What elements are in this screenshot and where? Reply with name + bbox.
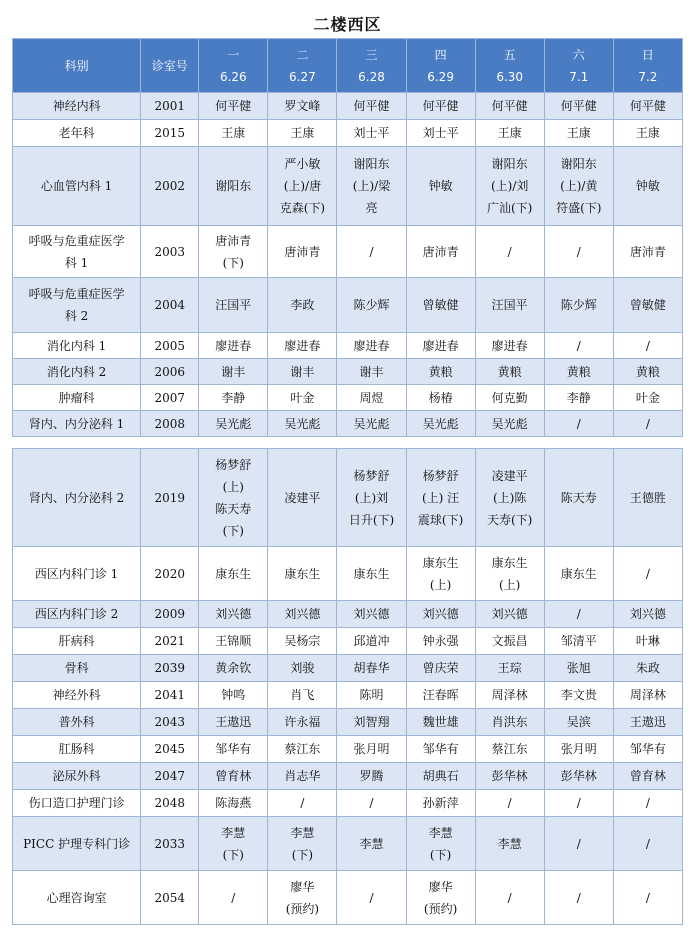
doctor-cell: 黄粮 (406, 359, 475, 385)
doctor-cell: 唐沛青 (268, 226, 337, 278)
doctor-cell: 钟永强 (406, 628, 475, 655)
dept-cell: 肛肠科 (13, 736, 141, 763)
dept-cell: 肝病科 (13, 628, 141, 655)
doctor-cell: 康东生 (上) (406, 547, 475, 601)
doctor-cell: / (337, 871, 406, 925)
doctor-cell: 叶金 (268, 385, 337, 411)
room-cell: 2054 (141, 871, 199, 925)
doctor-cell: 王康 (475, 120, 544, 147)
dept-cell: 心理咨询室 (13, 871, 141, 925)
doctor-cell: 邹清平 (544, 628, 613, 655)
doctor-cell: 何平健 (544, 93, 613, 120)
dept-cell: 西区内科门诊 1 (13, 547, 141, 601)
doctor-cell: 杨梦舒 (上) 汪 震球(下) (406, 449, 475, 547)
doctor-cell: 唐沛青 (613, 226, 682, 278)
table-row (13, 871, 683, 925)
header-day (544, 39, 613, 93)
doctor-cell: 唐沛青 (406, 226, 475, 278)
doctor-cell: 李慧 (475, 817, 544, 871)
header-date: 7.1 (569, 69, 589, 84)
doctor-cell: 曾庆荣 (406, 655, 475, 682)
doctor-cell: 谢阳东 (上)/刘 广汕(下) (475, 147, 544, 226)
doctor-cell: 康东生 (上) (475, 547, 544, 601)
table-row (13, 817, 683, 871)
header-date: 6.27 (289, 69, 316, 84)
room-cell: 2048 (141, 790, 199, 817)
doctor-cell: 邱道冲 (337, 628, 406, 655)
doctor-cell: / (544, 411, 613, 437)
doctor-cell: 陈明 (337, 682, 406, 709)
doctor-cell: 吴光彪 (199, 411, 268, 437)
room-cell: 2041 (141, 682, 199, 709)
doctor-cell: 张旭 (544, 655, 613, 682)
header-dow: 六 (572, 47, 585, 62)
table-row (13, 147, 683, 226)
header-dow: 二 (296, 47, 309, 62)
doctor-cell: 陈少辉 (337, 278, 406, 333)
table-row (13, 449, 683, 547)
doctor-cell: 杨椿 (406, 385, 475, 411)
table-row (13, 682, 683, 709)
doctor-cell: / (613, 333, 682, 359)
doctor-cell: 陈海燕 (199, 790, 268, 817)
doctor-cell: 唐沛青 (下) (199, 226, 268, 278)
doctor-cell: 廖华 (预约) (268, 871, 337, 925)
doctor-cell: 周泽林 (613, 682, 682, 709)
doctor-cell: 黄粮 (544, 359, 613, 385)
doctor-cell: 王康 (544, 120, 613, 147)
header-date: 7.2 (638, 69, 658, 84)
doctor-cell: 康东生 (544, 547, 613, 601)
doctor-cell: / (544, 790, 613, 817)
doctor-cell: / (475, 871, 544, 925)
doctor-cell: / (268, 790, 337, 817)
room-cell: 2020 (141, 547, 199, 601)
doctor-cell: 陈少辉 (544, 278, 613, 333)
header-dow: 日 (641, 47, 654, 62)
doctor-cell: / (613, 547, 682, 601)
doctor-cell: 曾敏健 (613, 278, 682, 333)
doctor-cell: 吴光彪 (268, 411, 337, 437)
doctor-cell: 谢阳东 (199, 147, 268, 226)
doctor-cell: 邹华有 (613, 736, 682, 763)
doctor-cell: 胡典石 (406, 763, 475, 790)
doctor-cell: 廖进春 (337, 333, 406, 359)
room-cell: 2047 (141, 763, 199, 790)
doctor-cell: 谢丰 (337, 359, 406, 385)
doctor-cell: 吴杨宗 (268, 628, 337, 655)
doctor-cell: 杨梦舒 (上)刘 日升(下) (337, 449, 406, 547)
doctor-cell: 罗文峰 (268, 93, 337, 120)
doctor-cell: 李静 (544, 385, 613, 411)
doctor-cell: 肖洪东 (475, 709, 544, 736)
header-date: 6.26 (219, 69, 247, 84)
page-title: 二楼西区 (313, 15, 382, 34)
doctor-cell: 钟敏 (406, 147, 475, 226)
doctor-cell: 刘士平 (337, 120, 406, 147)
doctor-cell: 黄粮 (613, 359, 682, 385)
doctor-cell: 钟鸣 (199, 682, 268, 709)
doctor-cell: 康东生 (337, 547, 406, 601)
table-row (13, 790, 683, 817)
doctor-cell: 王康 (613, 120, 682, 147)
dept-cell: 骨科 (13, 655, 141, 682)
doctor-cell: 刘智翔 (337, 709, 406, 736)
doctor-cell: 谢阳东 (上)/黄 符盛(下) (544, 147, 613, 226)
doctor-cell: 张月明 (544, 736, 613, 763)
room-cell: 2005 (141, 333, 199, 359)
doctor-cell: 刘兴德 (613, 601, 682, 628)
doctor-cell: 汪国平 (475, 278, 544, 333)
doctor-cell: / (337, 226, 406, 278)
doctor-cell: / (544, 601, 613, 628)
doctor-cell: 彭华林 (544, 763, 613, 790)
room-cell: 2006 (141, 359, 199, 385)
doctor-cell: 廖进春 (475, 333, 544, 359)
doctor-cell: 周煜 (337, 385, 406, 411)
dept-cell: 消化内科 1 (13, 333, 141, 359)
table-row (13, 601, 683, 628)
doctor-cell: 汪国平 (199, 278, 268, 333)
table-row (13, 736, 683, 763)
doctor-cell: 李政 (268, 278, 337, 333)
doctor-cell: 王康 (268, 120, 337, 147)
doctor-cell: 李慧 (下) (199, 817, 268, 871)
doctor-cell: 魏世雄 (406, 709, 475, 736)
table-body-1 (13, 93, 683, 437)
doctor-cell: 李慧 (下) (406, 817, 475, 871)
doctor-cell: 胡春华 (337, 655, 406, 682)
dept-cell: 老年科 (13, 120, 141, 147)
table-row (13, 628, 683, 655)
dept-cell: 普外科 (13, 709, 141, 736)
doctor-cell: 朱政 (613, 655, 682, 682)
table-row (13, 359, 683, 385)
doctor-cell: 曾敏健 (406, 278, 475, 333)
room-cell: 2019 (141, 449, 199, 547)
header-day (337, 39, 406, 93)
room-cell: 2043 (141, 709, 199, 736)
doctor-cell: 王遨迅 (199, 709, 268, 736)
dept-cell: 西区内科门诊 2 (13, 601, 141, 628)
doctor-cell: 谢丰 (268, 359, 337, 385)
dept-cell: 心血管内科 1 (13, 147, 141, 226)
doctor-cell: 曾育林 (199, 763, 268, 790)
doctor-cell: 彭华林 (475, 763, 544, 790)
doctor-cell: 肖志华 (268, 763, 337, 790)
doctor-cell: / (613, 411, 682, 437)
doctor-cell: 黄余钦 (199, 655, 268, 682)
room-cell: 2021 (141, 628, 199, 655)
header-dow: 四 (434, 47, 447, 62)
doctor-cell: 罗腾 (337, 763, 406, 790)
doctor-cell: 何克勤 (475, 385, 544, 411)
doctor-cell: 何平健 (613, 93, 682, 120)
doctor-cell: 康东生 (199, 547, 268, 601)
header-day (613, 39, 682, 93)
doctor-cell: 何平健 (337, 93, 406, 120)
doctor-cell: 张月明 (337, 736, 406, 763)
room-cell: 2033 (141, 817, 199, 871)
table-row (13, 411, 683, 437)
room-cell: 2045 (141, 736, 199, 763)
doctor-cell: 吴光彪 (406, 411, 475, 437)
header-date: 6.28 (358, 69, 385, 84)
header-row (13, 39, 683, 93)
room-cell: 2002 (141, 147, 199, 226)
room-cell: 2007 (141, 385, 199, 411)
table-body-2 (13, 449, 683, 925)
doctor-cell: 严小敏 (上)/唐 克森(下) (268, 147, 337, 226)
doctor-cell: / (475, 790, 544, 817)
doctor-cell: 康东生 (268, 547, 337, 601)
doctor-cell: 廖华 (预约) (406, 871, 475, 925)
doctor-cell: 谢丰 (199, 359, 268, 385)
doctor-cell: / (199, 871, 268, 925)
doctor-cell: 李慧 (337, 817, 406, 871)
doctor-cell: 曾育林 (613, 763, 682, 790)
doctor-cell: 吴光彪 (337, 411, 406, 437)
dept-cell: 肾内、内分泌科 2 (13, 449, 141, 547)
doctor-cell: 吴滨 (544, 709, 613, 736)
doctor-cell: 王琮 (475, 655, 544, 682)
table-row (13, 120, 683, 147)
doctor-cell: 蔡江东 (268, 736, 337, 763)
header-date: 6.29 (427, 69, 454, 84)
table-row (13, 763, 683, 790)
header-date: 6.30 (496, 69, 524, 84)
doctor-cell: 谢阳东 (上)/梁 亮 (337, 147, 406, 226)
dept-cell: 伤口造口护理门诊 (13, 790, 141, 817)
doctor-cell: 刘兴德 (337, 601, 406, 628)
doctor-cell: 叶琳 (613, 628, 682, 655)
doctor-cell: 廖进春 (406, 333, 475, 359)
room-cell: 2003 (141, 226, 199, 278)
doctor-cell: 廖进春 (199, 333, 268, 359)
header-day (475, 39, 544, 93)
table-row (13, 278, 683, 333)
header-dow: 一 (227, 47, 240, 62)
doctor-cell: / (337, 790, 406, 817)
doctor-cell: 孙新萍 (406, 790, 475, 817)
dept-cell: 神经内科 (13, 93, 141, 120)
doctor-cell: 凌建平 (上)陈 天寿(下) (475, 449, 544, 547)
room-cell: 2001 (141, 93, 199, 120)
header-day (406, 39, 475, 93)
doctor-cell: / (544, 871, 613, 925)
dept-cell: PICC 护理专科门诊 (13, 817, 141, 871)
doctor-cell: 周泽林 (475, 682, 544, 709)
doctor-cell: 李慧 (下) (268, 817, 337, 871)
header-room: 诊室号 (141, 39, 199, 93)
table-row (13, 709, 683, 736)
room-cell: 2009 (141, 601, 199, 628)
header-dow: 五 (503, 47, 516, 62)
doctor-cell: / (475, 226, 544, 278)
dept-cell: 呼吸与危重症医学 科 1 (13, 226, 141, 278)
doctor-cell: 刘兴德 (475, 601, 544, 628)
doctor-cell: 王康 (199, 120, 268, 147)
doctor-cell: 陈天寿 (544, 449, 613, 547)
doctor-cell: 何平健 (199, 93, 268, 120)
doctor-cell: 杨梦舒 (上) 陈天寿 (下) (199, 449, 268, 547)
doctor-cell: / (613, 817, 682, 871)
doctor-cell: 李静 (199, 385, 268, 411)
doctor-cell: 王遨迅 (613, 709, 682, 736)
table-row (13, 385, 683, 411)
doctor-cell: 黄粮 (475, 359, 544, 385)
doctor-cell: 王锦顺 (199, 628, 268, 655)
dept-cell: 泌尿外科 (13, 763, 141, 790)
doctor-cell: / (544, 817, 613, 871)
dept-cell: 肿瘤科 (13, 385, 141, 411)
schedule-table-2 (12, 448, 683, 925)
doctor-cell: 汪春晖 (406, 682, 475, 709)
doctor-cell: 李文贵 (544, 682, 613, 709)
doctor-cell: 吴光彪 (475, 411, 544, 437)
doctor-cell: 刘兴德 (406, 601, 475, 628)
doctor-cell: / (613, 871, 682, 925)
table-row (13, 547, 683, 601)
doctor-cell: 凌建平 (268, 449, 337, 547)
doctor-cell: 王德胜 (613, 449, 682, 547)
header-day (199, 39, 268, 93)
doctor-cell: 何平健 (475, 93, 544, 120)
schedule-table-1 (12, 38, 683, 437)
dept-cell: 消化内科 2 (13, 359, 141, 385)
room-cell: 2004 (141, 278, 199, 333)
doctor-cell: 邹华有 (199, 736, 268, 763)
header-day (268, 39, 337, 93)
dept-cell: 呼吸与危重症医学 科 2 (13, 278, 141, 333)
room-cell: 2008 (141, 411, 199, 437)
header-dow: 三 (365, 47, 378, 62)
room-cell: 2015 (141, 120, 199, 147)
header-dept: 科别 (13, 39, 141, 93)
table-row (13, 93, 683, 120)
doctor-cell: / (544, 226, 613, 278)
doctor-cell: 叶金 (613, 385, 682, 411)
doctor-cell: / (613, 790, 682, 817)
table-row (13, 226, 683, 278)
doctor-cell: 肖飞 (268, 682, 337, 709)
doctor-cell: 刘兴德 (199, 601, 268, 628)
doctor-cell: 邹华有 (406, 736, 475, 763)
room-cell: 2039 (141, 655, 199, 682)
dept-cell: 肾内、内分泌科 1 (13, 411, 141, 437)
doctor-cell: 廖进春 (268, 333, 337, 359)
doctor-cell: 刘兴德 (268, 601, 337, 628)
doctor-cell: / (544, 333, 613, 359)
table-row (13, 333, 683, 359)
doctor-cell: 钟敏 (613, 147, 682, 226)
doctor-cell: 刘士平 (406, 120, 475, 147)
dept-cell: 神经外科 (13, 682, 141, 709)
doctor-cell: 许永福 (268, 709, 337, 736)
doctor-cell: 蔡江东 (475, 736, 544, 763)
table-row (13, 655, 683, 682)
doctor-cell: 刘骏 (268, 655, 337, 682)
doctor-cell: 文振昌 (475, 628, 544, 655)
doctor-cell: 何平健 (406, 93, 475, 120)
